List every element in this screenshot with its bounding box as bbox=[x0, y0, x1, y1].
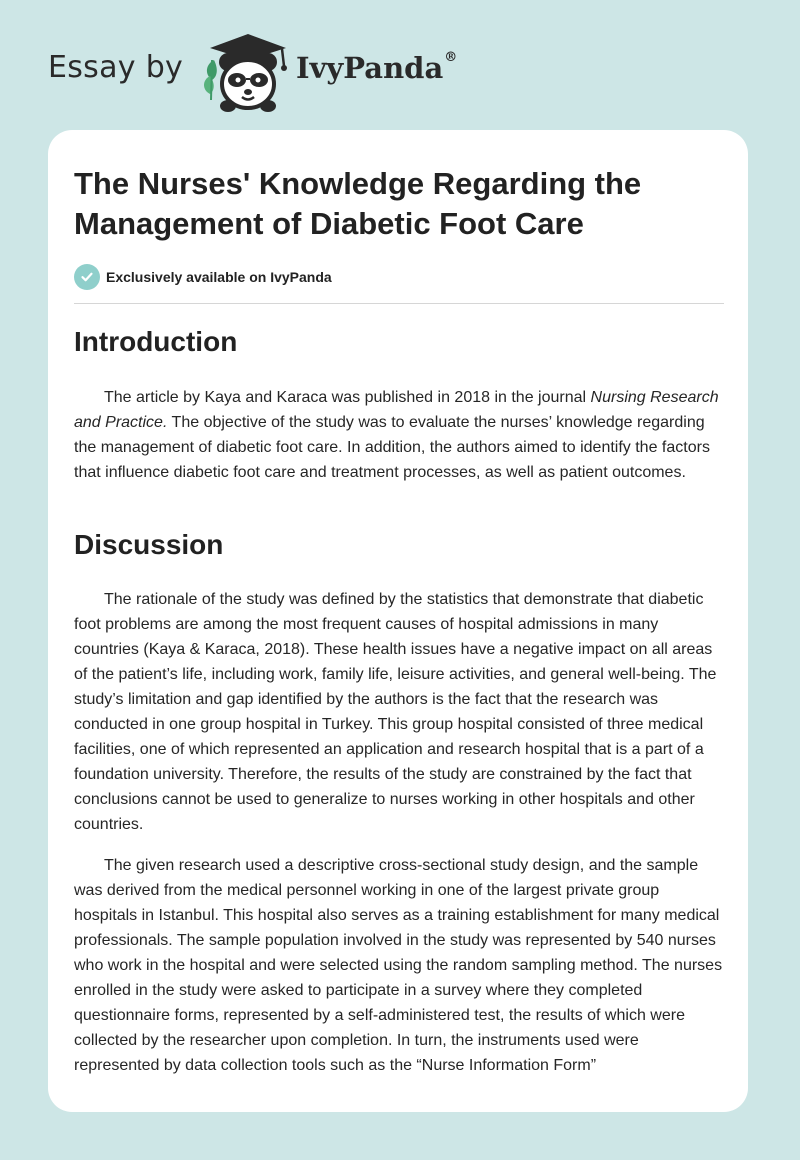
registered-mark: ® bbox=[444, 50, 458, 65]
divider bbox=[74, 303, 724, 304]
introduction-paragraph bbox=[74, 385, 726, 485]
site-header bbox=[0, 0, 800, 130]
journal-name: Nursing Research and Practice. bbox=[74, 389, 719, 431]
badge-label: Exclusively available on IvyPanda bbox=[106, 269, 332, 285]
paragraph-text: The article by Kaya and Karaca was published in 2018 in the journal bbox=[104, 389, 591, 406]
brand-text: IvyPanda bbox=[296, 51, 444, 85]
brand-name[interactable] bbox=[296, 51, 457, 85]
article-card bbox=[48, 130, 748, 1112]
discussion-paragraph-1: The rationale of the study was defined by the statistics that demonstrate that diabetic foot problems are among the most frequent causes of hospital admissions in many countries (Kaya & Karaca, 2018). These health issues have a negative impact on all areas of the patient’s life, including work, family life, leisure activities, and general well-being. The study’s limitation and gap identified by the authors is the fact that the research was conducted in one group hospital in Turkey. This group hospital consisted of three medical facilities, one of which represented an application and research hospital that is a part of a foundation university. Therefore, the results of the study are constrained by the fact that conclusions cannot be used to generalize to nurses working in other hospitals and other countries. bbox=[74, 591, 717, 833]
panda-graduate-logo-icon[interactable] bbox=[198, 30, 294, 114]
essay-by-label: Essay by bbox=[48, 50, 184, 85]
article-title: The Nurses' Knowledge Regarding the Management of Diabetic Foot Care bbox=[74, 166, 642, 241]
discussion-paragraph-2: The given research used a descriptive cross-sectional study design, and the sample was derived from the medical personnel working in one of the largest private group hospitals in Istanbul. This hospital also serves as a training establishment for many medical professionals. The sample population involved in the study was represented by 540 nurses who work in the hospital and were selected using the random sampling method. The nurses enrolled in the study were asked to participate in a survey where they completed questionnaire forms, represented by a self-administered test, the results of which were collected by the researcher upon completion. In turn, the instruments used were represented by data collection tools such as the “Nurse Information Form” bbox=[74, 857, 723, 1074]
section-heading-discussion: Discussion bbox=[74, 529, 224, 560]
section-heading-introduction: Introduction bbox=[74, 326, 238, 357]
check-icon bbox=[74, 264, 100, 290]
paragraph-text: The objective of the study was to evaluate the nurses’ knowledge regarding the management of diabetic foot care. In addition, the authors aimed to identify the factors that influence diabetic foot care and treatment processes, as well as patient outcomes. bbox=[74, 414, 710, 481]
exclusive-badge bbox=[74, 264, 332, 290]
